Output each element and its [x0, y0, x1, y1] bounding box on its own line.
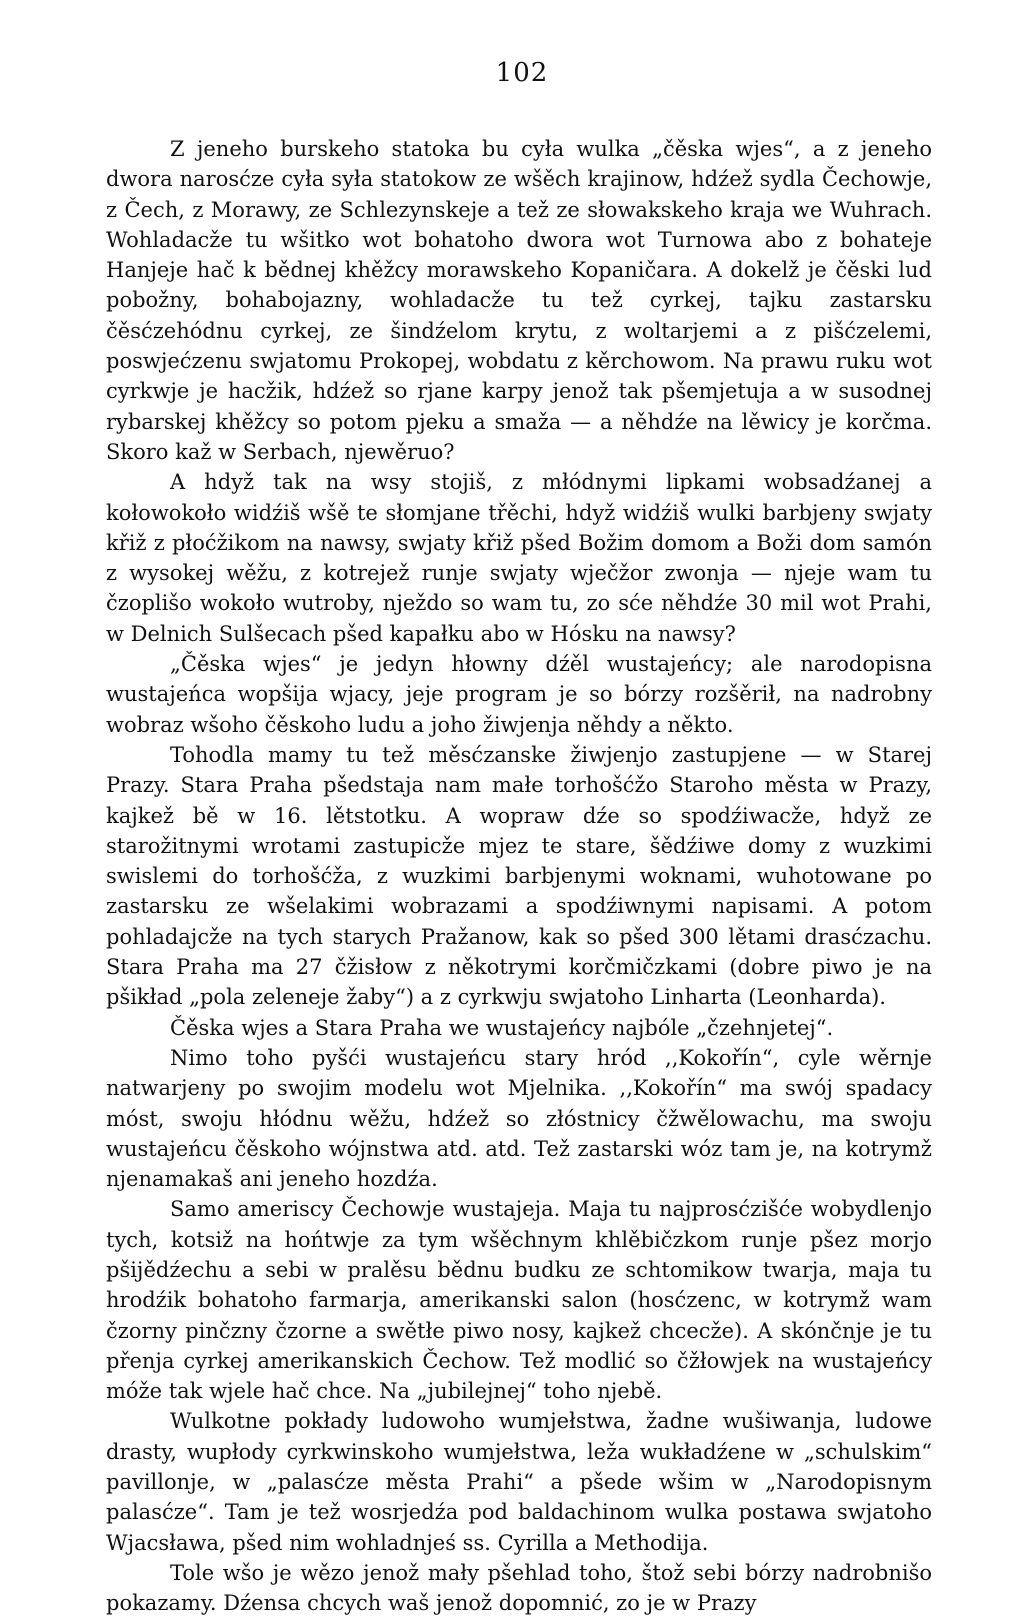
article-text — [106, 134, 932, 1619]
paragraph: „Čěska wjes“ je jedyn hłowny dźěl wustajeńcy; ale narodopisna wustajeńca wopšija wjacy, jeje program je so bórzy rozšěrił, na nadrobny wobraz wšoho čěskoho ludu a joho žiwjenja něhdy a někto. — [106, 652, 932, 737]
paragraph: Nimo toho pyšći wustajeńcu stary hród ,,Kokořín“, cyle wěrnje natwarjeny po swojim modelu wot Mjelnika. ,,Kokořín“ ma swój spadacy móst, swoju hłódnu wěžu, hdźež so złóstnicy čžwělowachu, ma swoju wustajeńcu čěskoho wójnstwa atd. atd. Tež zastarski wóz tam je, na kotrymž njenamakaš ani jeneho hozdźa. — [106, 1045, 932, 1192]
paragraph: Z jeneho burskeho statoka bu cyła wulka „čěska wjes“, a z jeneho dwora narosćze cyła syła statokow ze wšěch krajinow, hdźež sydla Čechowje, z Čech, z Morawy, ze Schlezynskeje a tež ze słowakskeho kraja we Wuhrach. Wohladacže tu wšitko wot bohatoho dwora wot Turnowa abo z bohateje Hanjeje hač k bědnej khěžcy morawskeho Kopaničara. A dokelž je čěski lud pobožny, bohabojazny, wohladacže tu tež cyrkej, tajku zastarsku čěsćzehódnu cyrkej, ze šindźelom krytu, z woltarjemi a z pišćzelemi, poswjećzenu swjatomu Prokopej, wobdatu z kěrchowom. Na prawu ruku wot cyrkwje je hacžik, hdźež so rjane karpy jenož tak pšemjetuja a w susodnej rybarskej khěžcy so potom pjeku a smaža — a něhdźe na lěwicy je korčma. Skoro kaž w Serbach, njewěruo? — [106, 137, 932, 464]
paragraph: Tole wšo je wězo jenož mały pšehlad toho, štož sebi bórzy nadrobnišo pokazamy. Dźensa chcych waš jenož dopomnić, zo je w Prazy — [106, 1560, 932, 1616]
paragraph: Čěska wjes a Stara Praha we wustajeńcy najbóle „čzehnjetej“. — [170, 1015, 834, 1040]
paragraph: Samo ameriscy Čechowje wustajeja. Maja tu najprosćzišće wobydlenjo tych, kotsiž na hońtwje za tym wšěchnym khlěbičzkom runje pšez morjo pšijědźechu a sebi w pralěsu bědnu budku ze schtomikow twarja, maja tu hrodźik bohatoho farmarja, amerikanski salon (hosćzenc, w kotrymž wam čzorny pinčzny čzorne a swětłe piwo nosy, kajkež chcecže). A skónčnje je tu přenja cyrkej amerikanskich Čechow. Tež modlić so čžłowjek na wustajeńcy móže tak wjele hač chce. Na „jubilejnej“ toho njebě. — [106, 1197, 932, 1404]
page-number: 102 — [495, 58, 549, 88]
paragraph: Tohodla mamy tu tež měsćzanske žiwjenjo zastupjene — w Starej Prazy. Stara Praha pšedstaja nam małe torhošćžo Staroho města w Prazy, kajkež bě w 16. lětstotku. A wopraw dźe so spodźiwacže, hdyž ze starožitnymi wrotami zastupicže mjez te stare, šědźiwe domy z wuzkimi swislemi do torhošćža, z wuzkimi barbjenymi woknami, wuhotowane po zastarsku ze wšelakimi wobrazami a spodźiwnymi napisami. A potom pohladajcže na tych starych Pražanow, kak so pšed 300 lětami drasćzachu. Stara Praha ma 27 čžisłow z někotrymi korčmičzkami (dobre piwo je na pšikład „pola zeleneje žaby“) a z cyrkwju swjatoho Linharta (Leonharda). — [106, 742, 932, 1010]
paragraph: A hdyž tak na wsy stojiš, z młódnymi lipkami wobsadźanej a kołowokoło widźiš wšě te słomjane třěchi, hdyž widźiš wulki barbjeny swjaty křiž z płoćžikom na nawsy, swjaty křiž pšed Božim domom a Boži dom samón z wysokej wěžu, z kotrejež runje swjaty wječžor zwonja — njeje wam tu čzoplišo wokoło wutroby, nježdo so wam tu, zo sće něhdźe 30 mil wot Prahi, w Delnich Sulšecach pšed kapałku abo w Hósku na nawsy? — [106, 470, 932, 646]
paragraph: Wulkotne pokłady ludowoho wumjełstwa, žadne wušiwanja, ludowe drasty, wupłody cyrkwinskoho wumjełstwa, leža wukładźene w „schulskim“ pavillonje, w „palasćze města Prahi“ a pšede wšim w „Narodopisnym palasćze“. Tam je tež wosrjedźa pod baldachinom wulka postawa swjatoho Wjacsława, pšed nim wohladnjeś ss. Cyrilla a Methodija. — [106, 1409, 932, 1555]
